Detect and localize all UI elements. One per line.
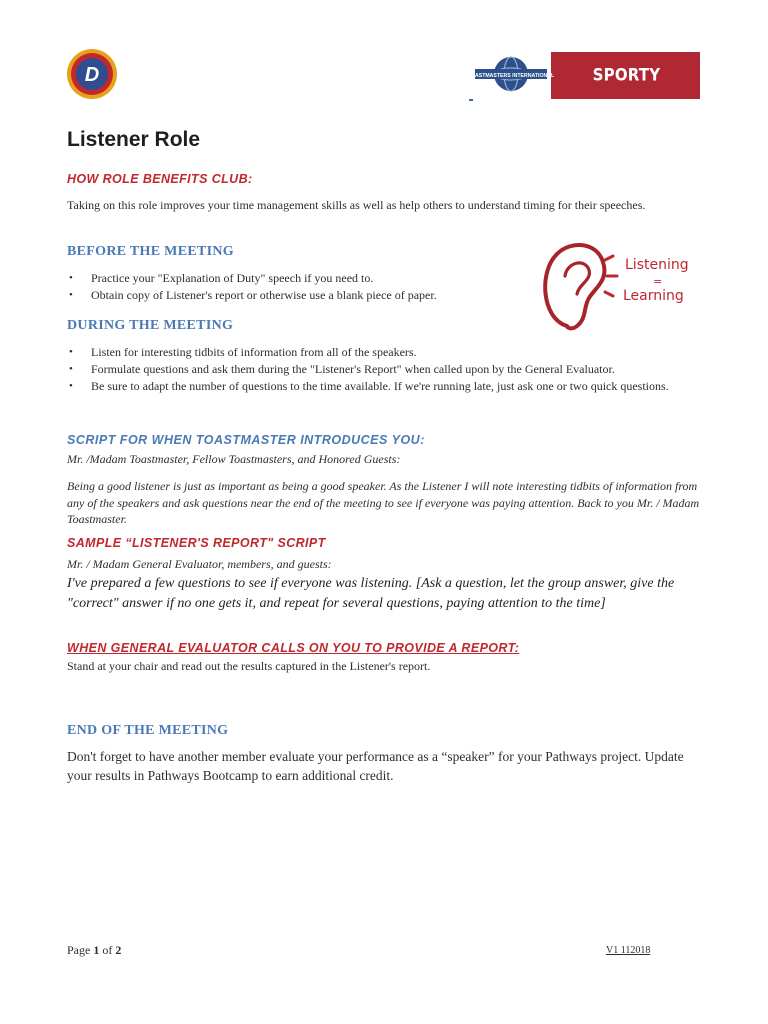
banner-underline-mark: [469, 99, 473, 101]
list-item: • Listen for interesting tidbits of information from all of the speakers.: [67, 345, 697, 360]
svg-text:D: D: [84, 64, 100, 86]
toastmasters-logo: [467, 52, 555, 99]
of-word: of: [102, 943, 113, 957]
page-title: Listener Role: [67, 128, 201, 151]
page-current: 1: [93, 943, 100, 957]
svg-text:Listening: Listening: [625, 257, 689, 273]
svg-text:Learning: Learning: [623, 288, 684, 304]
page-word: Page: [67, 943, 91, 957]
end-text: Don't forget to have another member evaluate your performance as a “speaker” for your Pathways project. Update your results in Pathways Bootcamp to earn additional credit.: [67, 749, 684, 783]
benefits-heading: HOW ROLE BENEFITS CLUB:: [67, 172, 253, 186]
before-list: [67, 271, 537, 305]
sample-greeting: Mr. / Madam General Evaluator, members, and guests:: [67, 557, 332, 571]
sample-heading: SAMPLE “LISTENER'S REPORT" SCRIPT: [67, 536, 326, 550]
during-list: [67, 345, 697, 396]
list-item: • Obtain copy of Listener's report or otherwise use a blank piece of paper.: [67, 288, 537, 303]
sample-text: I've prepared a few questions to see if everyone was listening. [Ask a question, let the group answer, give the "correct" answer if no one gets it, and repeat for several questions, paying attention to the time]: [67, 576, 675, 611]
district-logo: [66, 48, 118, 100]
script-text: Being a good listener is just as important as being a good speaker. As the Listener I will note interesting tidbits of information from any of the speakers and ask questions near the end of the meeting to see if everyone was paying attention. Back to you Mr. / Madam Toastmaster.: [67, 479, 700, 526]
list-item: • Practice your "Explanation of Duty" speech if you need to.: [67, 271, 537, 286]
ear-icon: [545, 245, 604, 328]
svg-text:TOASTMASTERS INTERNATIONAL: TOASTMASTERS INTERNATIONAL: [467, 73, 555, 79]
footer-page-number: [67, 943, 121, 958]
report-text: Stand at your chair and read out the results captured in the Listener's report.: [67, 659, 431, 673]
during-heading: DURING THE MEETING: [67, 318, 234, 333]
district-logo-icon: [66, 48, 118, 100]
version-label: V1 112018: [606, 945, 651, 956]
script-heading: SCRIPT FOR WHEN TOASTMASTER INTRODUCES YOU:: [67, 433, 425, 447]
end-heading: END OF THE MEETING: [67, 723, 229, 738]
list-item: • Be sure to adapt the number of questions to the time available. If we're running late, just ask one or two quick questions.: [67, 379, 697, 394]
svg-text:=: =: [653, 275, 663, 288]
benefits-text: Taking on this role improves your time management skills as well as help others to understand timing for their speeches.: [67, 198, 646, 212]
before-heading: BEFORE THE MEETING: [67, 244, 234, 259]
club-banner: [467, 52, 700, 137]
report-heading: WHEN GENERAL EVALUATOR CALLS ON YOU TO PROVIDE A REPORT:: [67, 641, 520, 655]
banner-club-name: SPORTY SPEAKERS: [581, 65, 672, 137]
list-item: • Formulate questions and ask them during the "Listener's Report" when called upon by the General Evaluator.: [67, 362, 697, 377]
page-total: 2: [115, 943, 122, 957]
listening-graphic: [537, 236, 697, 336]
script-greeting: Mr. /Madam Toastmaster, Fellow Toastmasters, and Honored Guests:: [67, 452, 401, 466]
sound-lines-icon: [605, 256, 617, 296]
